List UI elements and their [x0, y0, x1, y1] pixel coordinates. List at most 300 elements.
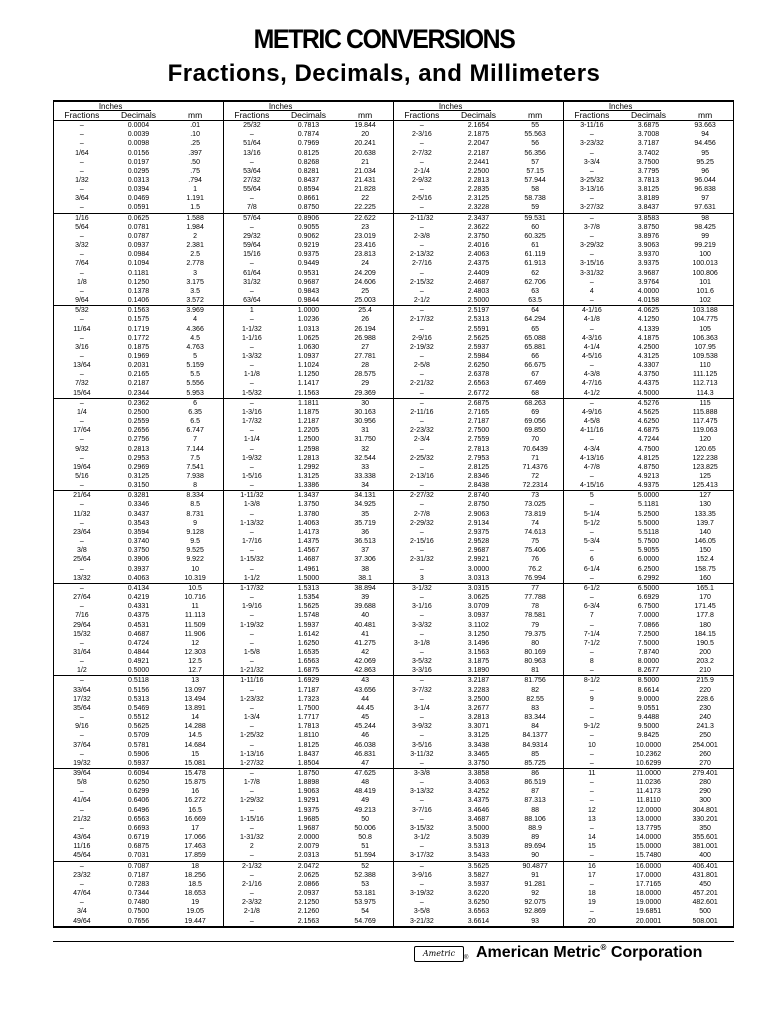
decimal-cell: 6.6929: [637, 594, 660, 602]
decimal-cell: 0.3437: [127, 510, 150, 518]
decimal-cell: 3.6563: [467, 908, 490, 916]
fraction-cell: –: [589, 750, 594, 758]
mm-cell: 13: [191, 677, 199, 685]
decimal-cell: 3.3125: [467, 732, 490, 740]
decimal-cell: 1.0625: [297, 334, 320, 342]
mm-cell: 330.201: [692, 815, 718, 823]
decimal-cell: 1.6535: [297, 648, 320, 656]
decimal-cell: 11.8110: [636, 797, 661, 805]
decimal-cell: 1.2992: [297, 463, 320, 471]
mm-cell: 22: [361, 195, 369, 203]
ametric-logo: Ametric: [414, 946, 464, 962]
fraction-cell: –: [419, 325, 424, 333]
fraction-cell: 49/64: [73, 917, 91, 925]
mm-cell: 50: [361, 815, 369, 823]
decimal-cell: 2.6563: [467, 380, 490, 388]
mm-header: mm: [698, 110, 713, 120]
decimal-cell: 2.2187: [467, 149, 490, 157]
decimal-cell: 4.7244: [637, 436, 660, 444]
table-row: [564, 130, 733, 139]
mm-cell: 35: [361, 510, 369, 518]
decimal-cell: 0.1094: [127, 260, 150, 268]
mm-cell: 91: [531, 871, 539, 879]
table-row: [54, 898, 223, 907]
table-row: [54, 657, 223, 666]
mm-cell: 37.306: [354, 556, 376, 564]
fraction-cell: 11/16: [73, 843, 91, 851]
table-row: [564, 214, 733, 223]
decimal-cell: 1.0630: [297, 343, 320, 351]
table-row: [564, 463, 733, 472]
table-row: [564, 454, 733, 463]
decimal-cell: 2.6875: [467, 399, 490, 407]
decimal-cell: 4.5625: [637, 408, 660, 416]
table-row: [224, 269, 393, 278]
decimal-cell: 0.2500: [127, 408, 150, 416]
mm-cell: 30.163: [354, 408, 376, 416]
fraction-cell: 2-1/16: [241, 880, 262, 888]
decimal-cell: 0.6875: [127, 843, 150, 851]
decimal-cell: 4.7500: [637, 445, 660, 453]
table-row: [564, 695, 733, 704]
table-row: [394, 121, 563, 130]
table-row: [394, 611, 563, 620]
decimal-cell: 2.5197: [467, 307, 490, 315]
mm-cell: 254.001: [692, 741, 718, 749]
mm-cell: 6: [193, 399, 198, 407]
fraction-cell: 2-1/2: [413, 297, 430, 305]
table-row: [564, 232, 733, 241]
decimal-cell: 0.2031: [127, 362, 150, 370]
fraction-cell: –: [249, 445, 254, 453]
mm-cell: 279.401: [692, 770, 718, 778]
fraction-cell: –: [249, 380, 254, 388]
fraction-cell: 21/64: [73, 492, 91, 500]
table-row: [564, 472, 733, 481]
table-row: [564, 306, 733, 315]
table-row: [394, 602, 563, 611]
table-row: [54, 759, 223, 769]
table-row: [54, 491, 223, 500]
decimal-cell: 1.4063: [297, 519, 320, 527]
decimal-cell: 0.5781: [127, 741, 150, 749]
mm-cell: 241.3: [696, 723, 714, 731]
decimal-cell: 0.8906: [297, 214, 320, 222]
fraction-cell: 3-5/8: [413, 908, 430, 916]
table-row: [54, 241, 223, 250]
table-row: [224, 519, 393, 528]
fraction-cell: 2-23/32: [410, 427, 434, 435]
decimal-cell: 1.2598: [297, 445, 320, 453]
mm-cell: 146.05: [694, 538, 716, 546]
fraction-cell: 3-31/32: [580, 269, 604, 277]
table-row: [394, 686, 563, 695]
mm-cell: 125: [699, 473, 711, 481]
fraction-cell: –: [419, 528, 424, 536]
mm-cell: 15.081: [184, 759, 206, 767]
fraction-cell: –: [249, 770, 254, 778]
mm-cell: 89: [531, 834, 539, 842]
table-row: [394, 417, 563, 426]
fraction-cell: –: [419, 899, 424, 907]
fraction-cell: –: [79, 186, 84, 194]
fraction-cell: 5-1/2: [583, 519, 600, 527]
decimal-cell: 3.5313: [467, 843, 490, 851]
mm-cell: 51: [361, 843, 369, 851]
mm-cell: 17: [191, 824, 199, 832]
company-name-main: American Metric: [476, 944, 601, 961]
fraction-cell: –: [249, 547, 254, 555]
decimal-cell: 0.6693: [127, 824, 150, 832]
table-row: [54, 565, 223, 574]
mm-cell: .75: [190, 167, 200, 175]
decimal-cell: 0.4331: [127, 603, 150, 611]
fraction-cell: –: [79, 565, 84, 573]
decimal-cell: 0.2953: [127, 454, 150, 462]
decimal-cell: 1.8110: [298, 732, 319, 740]
decimal-cell: 9.8425: [637, 732, 660, 740]
fraction-cell: 43/64: [73, 834, 91, 842]
mm-cell: 17.463: [184, 843, 206, 851]
mm-cell: 122.238: [692, 454, 718, 462]
decimal-cell: 3.5827: [467, 871, 490, 879]
fraction-cell: 2-3/16: [411, 131, 432, 139]
decimal-cell: 3.5433: [467, 852, 490, 860]
fraction-cell: 3-17/32: [410, 852, 434, 860]
table-row: [224, 871, 393, 880]
mm-cell: 109.538: [692, 352, 718, 360]
mm-cell: 15.478: [184, 770, 206, 778]
decimal-cell: 0.4531: [127, 621, 150, 629]
fraction-cell: –: [79, 316, 84, 324]
table-row: [224, 555, 393, 564]
table-row: [394, 241, 563, 250]
decimal-cell: 0.9531: [297, 269, 320, 277]
table-row: [54, 880, 223, 889]
mm-cell: 106.363: [692, 334, 718, 342]
table-row: [394, 851, 563, 861]
decimal-cell: 4.0625: [637, 307, 660, 315]
decimal-cell: 0.9687: [297, 278, 320, 286]
table-row: [224, 898, 393, 907]
table-row: [54, 435, 223, 444]
fraction-cell: –: [79, 714, 84, 722]
table-row: [224, 370, 393, 379]
fraction-cell: –: [419, 648, 424, 656]
table-row: [54, 731, 223, 740]
table-row: [54, 686, 223, 695]
table-row: [394, 278, 563, 287]
table-row: [394, 620, 563, 629]
mm-cell: 22.622: [354, 214, 376, 222]
company-name-suffix: Corporation: [606, 944, 703, 961]
decimal-cell: 2.2047: [467, 140, 490, 148]
table-row: [564, 296, 733, 306]
decimal-cell: 3.4063: [467, 779, 490, 787]
fraction-cell: 2-7/32: [411, 149, 432, 157]
table-row: [564, 379, 733, 388]
table-row: [224, 214, 393, 223]
fraction-cell: 3-7/8: [583, 223, 600, 231]
fraction-cell: –: [249, 463, 254, 471]
table-row: [54, 648, 223, 657]
fraction-cell: –: [79, 482, 84, 490]
table-row: [564, 555, 733, 564]
mm-cell: 20.638: [354, 149, 376, 157]
fraction-cell: –: [589, 704, 594, 712]
decimal-cell: 0.2813: [127, 445, 150, 453]
table-row: [394, 778, 563, 787]
decimal-cell: 0.2187: [127, 380, 150, 388]
fraction-cell: 7/16: [75, 612, 89, 620]
decimal-cell: 0.3906: [127, 556, 150, 564]
table-row: [564, 481, 733, 491]
fraction-cell: 5-3/4: [583, 538, 600, 546]
decimal-cell: 0.0156: [127, 149, 150, 157]
decimal-cell: 3.2500: [467, 695, 490, 703]
mm-header: mm: [528, 110, 543, 120]
mm-cell: 80.169: [524, 648, 546, 656]
table-row: [224, 574, 393, 584]
table-row: [224, 481, 393, 491]
fraction-cell: 4-3/16: [581, 334, 602, 342]
fraction-cell: –: [419, 695, 424, 703]
decimal-cell: 1.8504: [297, 759, 320, 767]
decimal-cell: 4.3307: [637, 362, 660, 370]
decimal-cell: 2.3750: [467, 232, 490, 240]
fraction-cell: 3-15/16: [580, 260, 604, 268]
mm-cell: 88.9: [528, 824, 542, 832]
mm-cell: 120.65: [694, 445, 716, 453]
fraction-cell: 3-11/16: [580, 122, 604, 130]
mm-cell: 92.075: [524, 899, 546, 907]
table-row: [224, 546, 393, 555]
table-row: [394, 176, 563, 185]
decimal-cell: 4.2500: [637, 343, 660, 351]
decimal-cell: 3.0000: [467, 565, 490, 573]
table-row: [54, 223, 223, 232]
decimal-cell: 1.5354: [297, 594, 320, 602]
mm-cell: 47.625: [354, 770, 376, 778]
decimal-cell: 0.1378: [127, 287, 150, 295]
table-row: [394, 695, 563, 704]
fraction-cell: 2-3/32: [241, 899, 262, 907]
fraction-cell: –: [589, 880, 594, 888]
mm-cell: 71: [531, 454, 539, 462]
table-row: [564, 889, 733, 898]
table-row: [394, 287, 563, 296]
decimal-cell: 2.2441: [467, 158, 490, 166]
fraction-cell: –: [79, 140, 84, 148]
decimal-cell: 2.0079: [297, 843, 320, 851]
mm-header: mm: [358, 110, 373, 120]
mm-cell: 7.938: [186, 473, 204, 481]
mm-cell: 250: [699, 732, 711, 740]
mm-cell: 34: [361, 482, 369, 490]
mm-cell: 152.4: [696, 556, 714, 564]
table-row: [394, 787, 563, 796]
decimal-cell: 0.0469: [127, 195, 150, 203]
fraction-cell: –: [249, 528, 254, 536]
fraction-cell: 20: [587, 917, 596, 925]
fractions-header: Fractions: [574, 110, 610, 120]
decimal-cell: 3.4646: [467, 806, 490, 814]
decimal-cell: 1.3125: [297, 473, 320, 481]
table-row: [564, 842, 733, 851]
fraction-cell: 9: [589, 695, 594, 703]
mm-cell: 15.875: [184, 779, 206, 787]
fraction-cell: 4-1/4: [583, 343, 600, 351]
decimal-cell: 0.7874: [297, 131, 320, 139]
fraction-cell: 27/32: [243, 177, 261, 185]
table-row: [224, 148, 393, 157]
table-row: [564, 352, 733, 361]
decimal-cell: 0.9375: [297, 251, 320, 259]
decimal-cell: 0.5709: [127, 732, 150, 740]
table-row: [224, 584, 393, 593]
fraction-cell: 1-3/16: [241, 408, 262, 416]
decimal-cell: 0.9219: [297, 242, 320, 250]
fraction-cell: 6-1/4: [583, 565, 600, 573]
table-row: [54, 676, 223, 685]
mm-cell: 105: [699, 325, 711, 333]
table-row: [564, 417, 733, 426]
fraction-cell: –: [419, 399, 424, 407]
mm-cell: 125.413: [692, 482, 718, 490]
fraction-cell: –: [419, 714, 424, 722]
table-row: [224, 676, 393, 685]
mm-cell: 8: [193, 482, 198, 490]
decimal-cell: 0.8594: [297, 186, 320, 194]
decimal-cell: 4.8750: [637, 463, 660, 471]
decimal-cell: 3.9764: [637, 278, 660, 286]
table-row: [394, 546, 563, 555]
table-row: [54, 417, 223, 426]
table-row: [394, 324, 563, 333]
fraction-cell: 3-13/32: [410, 788, 434, 796]
mm-cell: 59: [531, 204, 539, 212]
fraction-cell: 2-9/32: [411, 177, 432, 185]
decimal-cell: 0.7187: [127, 871, 150, 879]
fraction-cell: 3/32: [75, 242, 89, 250]
fraction-cell: 53/64: [243, 167, 261, 175]
fraction-cell: 2-1/8: [243, 908, 260, 916]
mm-cell: 9.5: [190, 538, 200, 546]
table-row: [54, 130, 223, 139]
table-row: [54, 842, 223, 851]
table-row: [394, 898, 563, 907]
fraction-cell: 7/64: [75, 260, 89, 268]
table-row: [564, 630, 733, 639]
decimal-cell: 1.2205: [297, 427, 320, 435]
mm-cell: 60.325: [524, 232, 546, 240]
fraction-cell: –: [249, 612, 254, 620]
table-row: [394, 352, 563, 361]
mm-cell: 92: [531, 890, 539, 898]
mm-cell: 26: [361, 316, 369, 324]
fraction-cell: –: [419, 389, 424, 397]
fraction-cell: –: [589, 399, 594, 407]
fraction-cell: 17: [587, 871, 596, 879]
mm-cell: 37: [361, 547, 369, 555]
table-header: [224, 102, 393, 121]
mm-cell: 101.6: [696, 287, 714, 295]
mm-cell: 300: [699, 797, 711, 805]
table-row: [394, 214, 563, 223]
inches-header: Inches: [564, 102, 677, 111]
decimal-cell: 1.0313: [297, 325, 320, 333]
table-row: [54, 324, 223, 333]
table-row: [54, 306, 223, 315]
mm-cell: 130: [699, 501, 711, 509]
mm-cell: 56: [531, 140, 539, 148]
fraction-cell: 2-5/8: [413, 362, 430, 370]
table-row: [564, 611, 733, 620]
fraction-cell: 2-27/32: [410, 492, 434, 500]
table-row: [224, 203, 393, 213]
mm-cell: 1.984: [186, 223, 204, 231]
fraction-cell: 6-1/2: [583, 584, 600, 592]
table-row: [224, 686, 393, 695]
table-row: [224, 223, 393, 232]
mm-cell: .794: [188, 177, 202, 185]
fraction-cell: –: [79, 352, 84, 360]
table-header: [394, 102, 563, 121]
fraction-cell: 13/16: [243, 149, 261, 157]
mm-cell: 13.891: [184, 704, 206, 712]
table-row: [224, 666, 393, 676]
decimal-cell: 0.8750: [297, 204, 320, 212]
decimal-cell: 0.3346: [127, 501, 150, 509]
decimal-cell: 6.5000: [637, 584, 660, 592]
table-row: [564, 203, 733, 213]
decimal-cell: 0.5118: [128, 677, 149, 685]
table-row: [394, 593, 563, 602]
decimal-cell: 2.7187: [467, 418, 490, 426]
decimal-cell: 4.9375: [637, 482, 660, 490]
fraction-cell: 15/64: [73, 389, 91, 397]
mm-cell: 96.044: [694, 177, 716, 185]
decimal-cell: 15.0000: [635, 843, 662, 851]
mm-cell: .397: [188, 149, 202, 157]
decimal-cell: 2.4803: [467, 287, 490, 295]
table-row: [394, 500, 563, 509]
fraction-cell: 10: [587, 741, 596, 749]
table-row: [224, 907, 393, 916]
mm-cell: 88: [531, 806, 539, 814]
mm-cell: 123.825: [692, 463, 718, 471]
fraction-cell: 3-25/32: [580, 177, 604, 185]
mm-cell: 68: [531, 389, 539, 397]
fraction-cell: 3/64: [75, 195, 89, 203]
table-row: [54, 546, 223, 555]
table-row: [54, 167, 223, 176]
decimal-cell: 3.9375: [637, 260, 660, 268]
decimal-cell: 0.8268: [297, 158, 320, 166]
fraction-cell: –: [419, 862, 424, 870]
mm-cell: 57: [531, 158, 539, 166]
decimal-cell: 0.7087: [127, 862, 150, 870]
table-row: [54, 666, 223, 676]
mm-cell: 40: [361, 612, 369, 620]
fraction-cell: –: [249, 362, 254, 370]
decimal-cell: 2.9921: [467, 556, 490, 564]
decimals-header: Decimals: [631, 110, 666, 120]
mm-cell: 30.956: [354, 418, 376, 426]
table-row: [224, 463, 393, 472]
table-row: [54, 203, 223, 213]
decimal-cell: 3.7008: [637, 131, 660, 139]
